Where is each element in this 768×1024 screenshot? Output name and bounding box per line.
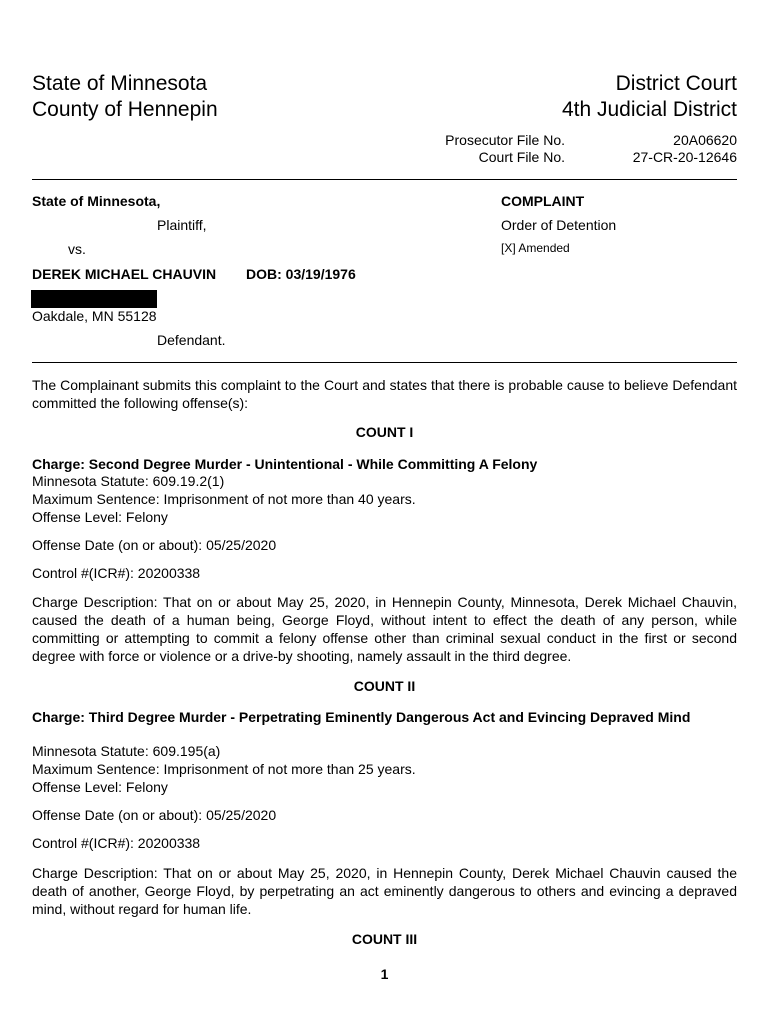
prosecutor-file-label: Prosecutor File No. <box>445 132 565 148</box>
redaction-bar <box>31 290 157 308</box>
control-number: Control #(ICR#): 20200338 <box>32 565 201 581</box>
offense-date: Offense Date (on or about): 05/25/2020 <box>32 537 277 553</box>
page-number: 1 <box>380 966 389 982</box>
charge-description: Charge Description: That on or about May 25, 2020, in Hennepin County, Minnesota, Derek Michael Chauvin, caused the death of a human being, George Floyd, without intent to effect the death of any person, while committing or attempting to commit a felony offense other than criminal sexual conduct in the first or second degree with force or violence or a drive-by shooting, namely assault in the third degree. <box>32 594 737 664</box>
defendant-dob: DOB: 03/19/1976 <box>246 266 356 282</box>
plaintiff-role: Plaintiff, <box>157 217 207 233</box>
order-of-detention: Order of Detention <box>501 217 617 233</box>
max-sentence: Maximum Sentence: Imprisonment of not more than 40 years. <box>32 491 416 507</box>
court-file-label: Court File No. <box>478 149 565 165</box>
control-number: Control #(ICR#): 20200338 <box>32 835 201 851</box>
amended-checkbox: [X] Amended <box>501 241 570 255</box>
defendant-role: Defendant. <box>157 332 226 348</box>
offense-date: Offense Date (on or about): 05/25/2020 <box>32 807 277 823</box>
court-heading: District Court <box>615 72 737 95</box>
charge-title: Charge: Second Degree Murder - Unintentional - While Committing A Felony <box>32 456 538 472</box>
statute: Minnesota Statute: 609.19.2(1) <box>32 473 225 489</box>
count-heading: COUNT III <box>351 931 418 947</box>
defendant-name: DEREK MICHAEL CHAUVIN <box>32 266 217 282</box>
state-heading: State of Minnesota <box>32 72 208 95</box>
county-heading: County of Hennepin <box>32 98 218 121</box>
charge-description: Charge Description: That on or about May 25, 2020, in Hennepin County, Derek Michael Chauvin caused the death of another, George Floyd, by perpetrating an act eminently dangerous to others and evincing a depraved mind, without regard for human life. <box>32 865 737 917</box>
offense-level: Offense Level: Felony <box>32 509 168 525</box>
document-type: COMPLAINT <box>501 193 585 209</box>
intro-paragraph: The Complainant submits this complaint to the Court and states that there is probable cause to believe Defendant committed the following offense(s): <box>32 377 737 411</box>
header-divider <box>32 179 737 180</box>
prosecutor-file-value: 20A06620 <box>673 132 737 148</box>
charge-title: Charge: Third Degree Murder - Perpetrating Eminently Dangerous Act and Evincing Depraved Mind <box>32 709 691 725</box>
district-heading: 4th Judicial District <box>561 98 737 121</box>
count-heading: COUNT I <box>355 424 414 440</box>
plaintiff-name: State of Minnesota, <box>32 193 161 209</box>
count-heading: COUNT II <box>353 678 416 694</box>
max-sentence: Maximum Sentence: Imprisonment of not more than 25 years. <box>32 761 416 777</box>
defendant-city: Oakdale, MN 55128 <box>32 308 157 324</box>
court-file-value: 27-CR-20-12646 <box>632 149 737 165</box>
offense-level: Offense Level: Felony <box>32 779 168 795</box>
caption-divider <box>32 362 737 363</box>
versus: vs. <box>68 241 86 257</box>
statute: Minnesota Statute: 609.195(a) <box>32 743 221 759</box>
